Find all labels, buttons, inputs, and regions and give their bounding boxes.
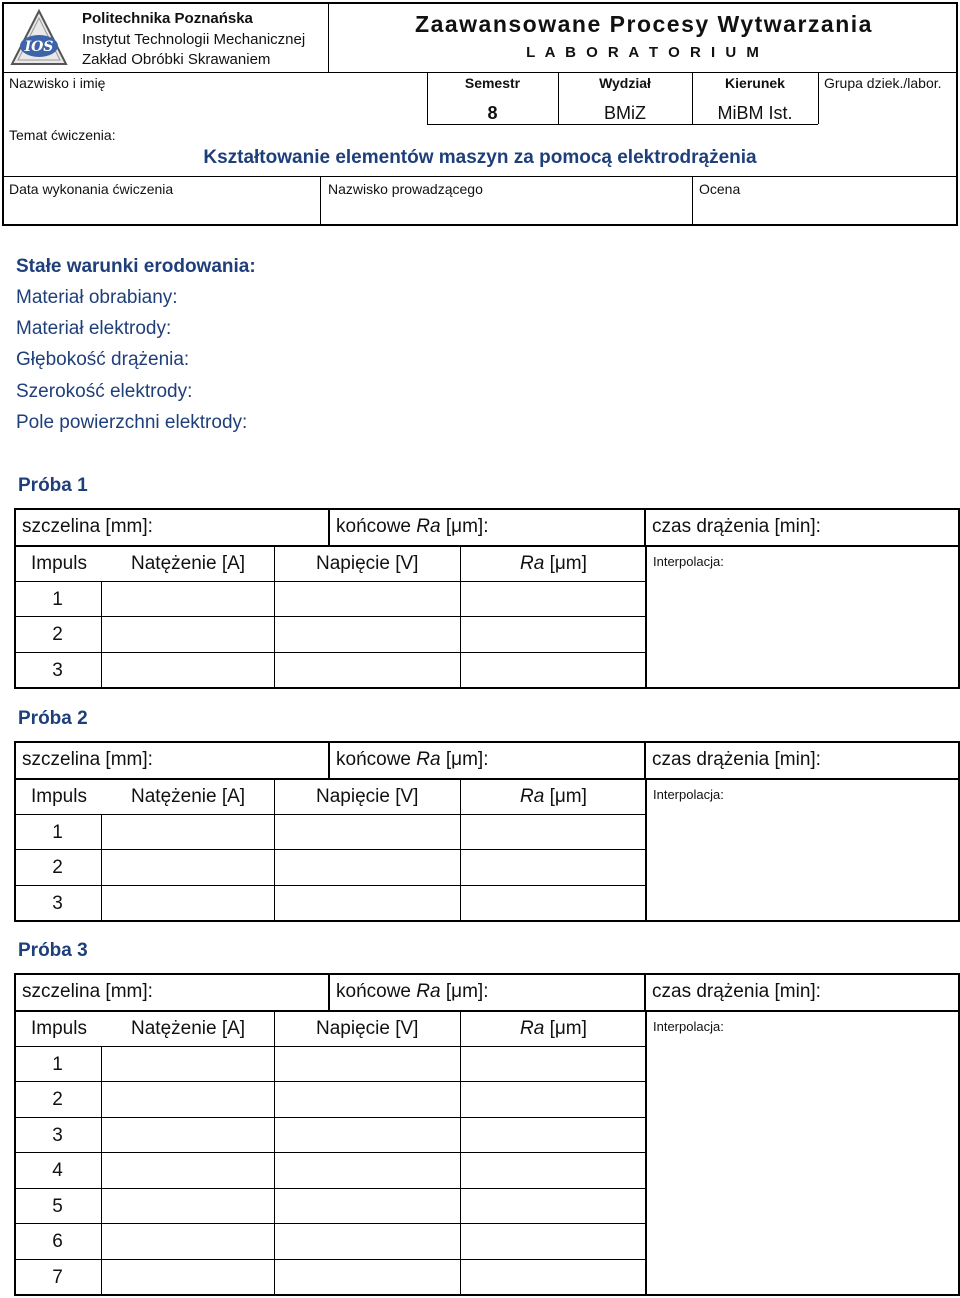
department-name: Zakład Obróbki Skrawaniem [82,51,271,68]
current-cell[interactable] [102,582,273,616]
topic-label: Temat ćwiczenia: [9,127,116,143]
trial-border [14,1294,960,1296]
ra-cell[interactable] [461,653,644,687]
row-number: 1 [52,821,63,843]
current-cell[interactable] [102,653,273,687]
current-cell[interactable] [102,1189,273,1223]
institute-logo-icon [8,8,70,70]
row-number: 7 [52,1266,63,1288]
ra-cell[interactable] [461,617,644,651]
interpolation-area[interactable] [647,575,956,685]
row-number: 1 [52,588,63,610]
ra-symbol: Ra [520,786,545,807]
current-cell[interactable] [102,1260,273,1294]
col-impulse: Impuls [31,1018,87,1039]
ra-unit: [μm] [549,553,587,574]
interpolation-label: Interpolacja: [653,1019,724,1034]
row-number: 6 [52,1231,63,1252]
condition-item: Głębokość drążenia: [16,349,190,370]
col-current: Natężenie [A] [131,786,246,807]
current-cell[interactable] [102,850,273,884]
trial-divider [328,973,330,1010]
row-number: 3 [52,1124,63,1146]
interpolation-label: Interpolacja: [653,554,724,569]
voltage-cell[interactable] [275,886,459,920]
row-number: 2 [52,1089,63,1110]
faculty-value: BMiZ [604,103,646,123]
institute-name: Instytut Technologii Mechanicznej [82,31,306,48]
current-cell[interactable] [102,815,273,849]
current-cell[interactable] [102,1082,273,1116]
ra-cell[interactable] [461,1153,644,1187]
ra-unit: [μm] [549,1018,587,1039]
col-current: Natężenie [A] [131,553,246,574]
row-number: 3 [52,659,63,681]
ra-cell[interactable] [461,886,644,920]
voltage-cell[interactable] [275,653,459,687]
trial-title: Próba 2 [18,708,88,729]
ra-cell[interactable] [461,582,644,616]
final-ra-label [336,750,488,769]
university-name: Politechnika Poznańska [82,10,253,27]
gap-label: szczelina [mm]: [22,749,153,770]
voltage-cell[interactable] [275,617,459,651]
ra-cell[interactable] [461,1260,644,1294]
ra-cell[interactable] [461,1082,644,1116]
col-impulse: Impuls [31,553,87,574]
voltage-cell[interactable] [275,1189,459,1223]
time-label: czas drążenia [min]: [652,516,821,537]
voltage-cell[interactable] [275,582,459,616]
row-number: 5 [52,1195,63,1217]
name-label: Nazwisko i imię [9,75,106,91]
col-ra [520,1019,587,1038]
row-number: 1 [52,1053,63,1075]
current-cell[interactable] [102,1153,273,1187]
row-number: 2 [52,857,63,878]
interpolation-area[interactable] [647,1040,956,1292]
ra-unit: [μm] [549,786,587,807]
trial-border [14,508,958,510]
trial-border [14,1010,958,1012]
final-ra-unit: [μm]: [445,516,489,537]
ra-cell[interactable] [461,1118,644,1152]
final-ra-prefix: końcowe [336,981,411,1002]
col-voltage: Napięcie [V] [316,786,419,807]
final-ra-label [336,982,488,1001]
final-ra-prefix: końcowe [336,749,411,770]
trial-border [14,973,958,975]
final-ra-prefix: końcowe [336,516,411,537]
condition-item: Pole powierzchni elektrody: [16,412,248,433]
voltage-cell[interactable] [275,1118,459,1152]
interpolation-area[interactable] [647,808,956,918]
trial-border [14,687,960,689]
semester-value: 8 [487,103,498,123]
col-ra [520,787,587,806]
topic-value: Kształtowanie elementów maszyn za pomocą elektrodrążenia [203,147,757,168]
ra-cell[interactable] [461,1224,644,1258]
trial-title: Próba 1 [18,475,88,496]
major-value: MiBM Ist. [717,103,793,123]
lab-label: L A B O R A T O R I U M [526,44,762,61]
ra-cell[interactable] [461,850,644,884]
trial-border [14,545,958,547]
current-cell[interactable] [102,617,273,651]
major-label: Kierunek [725,75,785,91]
condition-item: Materiał elektrody: [16,318,172,339]
condition-item: Materiał obrabiany: [16,287,178,308]
current-cell[interactable] [102,886,273,920]
ra-cell[interactable] [461,1047,644,1081]
grade-label: Ocena [699,181,741,197]
row-number: 2 [52,624,63,645]
col-ra [520,554,587,573]
voltage-cell[interactable] [275,1047,459,1081]
group-label: Grupa dziek./labor. [824,75,942,91]
voltage-cell[interactable] [275,1260,459,1294]
time-label: czas drążenia [min]: [652,749,821,770]
col-current: Natężenie [A] [131,1018,246,1039]
trial-title: Próba 3 [18,940,88,961]
trial-border [14,920,960,922]
condition-item: Szerokość elektrody: [16,381,193,402]
current-cell[interactable] [102,1224,273,1258]
col-voltage: Napięcie [V] [316,1018,419,1039]
faculty-label: Wydział [599,75,651,91]
col-voltage: Napięcie [V] [316,553,419,574]
voltage-cell[interactable] [275,850,459,884]
row-number: 3 [52,892,63,914]
ra-cell[interactable] [461,1189,644,1223]
trial-divider [644,508,646,545]
time-label: czas drążenia [min]: [652,981,821,1002]
date-label: Data wykonania ćwiczenia [9,181,174,197]
ra-symbol: Ra [416,749,441,770]
final-ra-label [336,517,488,536]
ra-cell[interactable] [461,815,644,849]
ra-symbol: Ra [520,1018,545,1039]
trial-divider [328,741,330,778]
trial-border [14,778,958,780]
gap-label: szczelina [mm]: [22,516,153,537]
instructor-label: Nazwisko prowadzącego [328,181,483,197]
current-cell[interactable] [102,1118,273,1152]
voltage-cell[interactable] [275,1153,459,1187]
ra-symbol: Ra [416,981,441,1002]
conditions-title: Stałe warunki erodowania: [16,256,256,277]
trial-divider [644,741,646,778]
voltage-cell[interactable] [275,1224,459,1258]
current-cell[interactable] [102,1047,273,1081]
voltage-cell[interactable] [275,1082,459,1116]
row-number: 4 [52,1160,63,1181]
course-title: Zaawansowane Procesy Wytwarzania [415,11,873,37]
interpolation-label: Interpolacja: [653,787,724,802]
trial-border [14,741,958,743]
ra-symbol: Ra [520,553,545,574]
trial-divider [644,973,646,1010]
final-ra-unit: [μm]: [445,749,489,770]
final-ra-unit: [μm]: [445,981,489,1002]
ra-symbol: Ra [416,516,441,537]
semester-label: Semestr [464,75,521,91]
svg-text:IOS: IOS [24,39,54,55]
trial-divider [328,508,330,545]
col-impulse: Impuls [31,786,87,807]
voltage-cell[interactable] [275,815,459,849]
gap-label: szczelina [mm]: [22,981,153,1002]
